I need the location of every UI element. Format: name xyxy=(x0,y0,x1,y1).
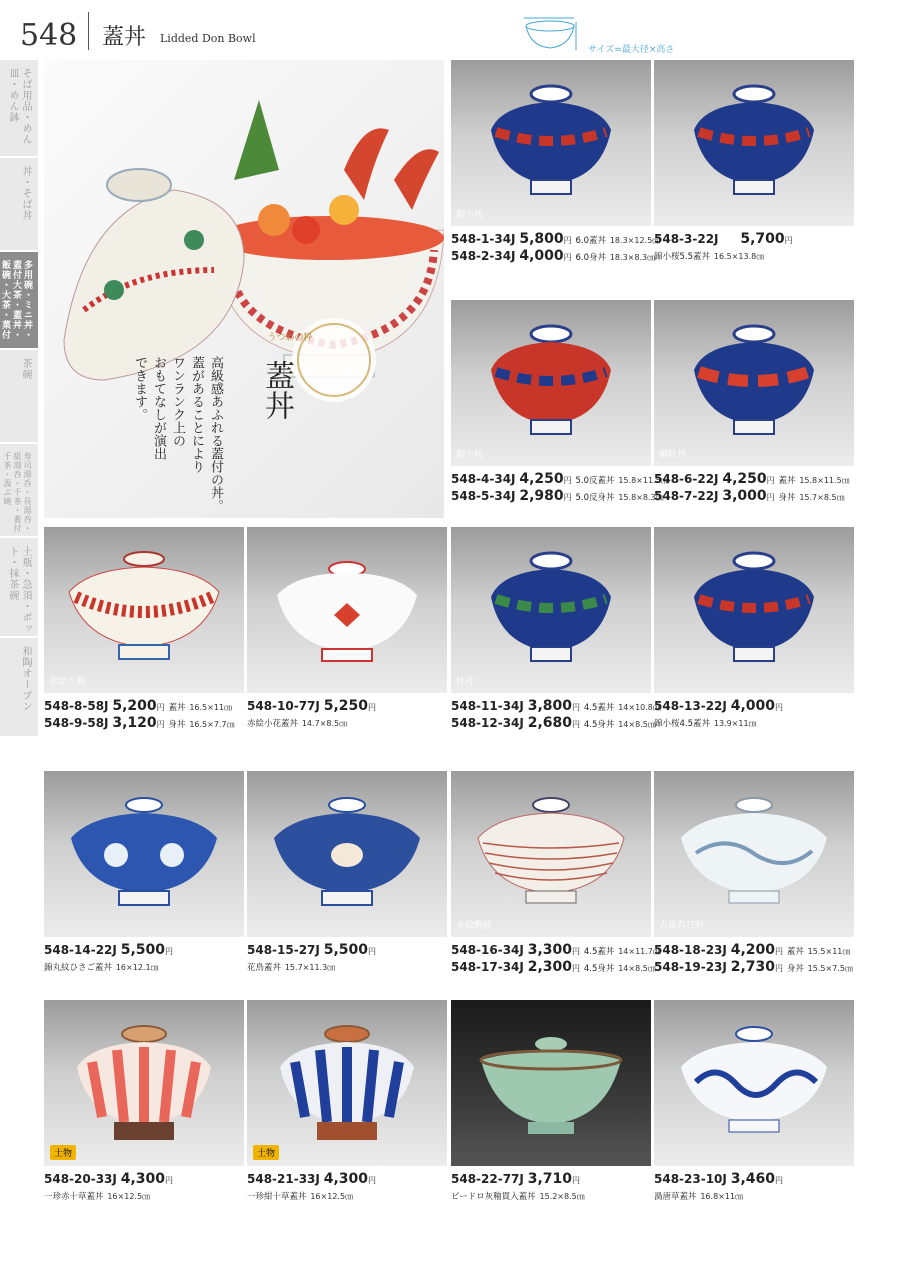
product-photo[interactable] xyxy=(451,60,651,226)
product-caption xyxy=(247,715,347,729)
photo-label: 錦牡丹 xyxy=(659,450,687,460)
yen-mark: 円 xyxy=(572,703,580,712)
product-sku: 548-23-10J xyxy=(654,1172,727,1186)
sidebar-tab-label: 和陶オーブン xyxy=(20,646,31,712)
yen-mark: 円 xyxy=(766,476,775,485)
product-photo[interactable] xyxy=(654,527,854,693)
product-price: 5,800 xyxy=(519,231,564,247)
product-caption xyxy=(654,715,757,729)
product-caption xyxy=(44,942,173,958)
product-dim: 18.3×8.3㎝ xyxy=(609,253,656,262)
product-desc: 蓋丼 xyxy=(778,476,796,486)
photo-label: 錦小桜 xyxy=(456,450,484,460)
product-caption xyxy=(44,1171,173,1187)
product-photo[interactable] xyxy=(654,300,854,466)
sidebar-tab-dobin[interactable] xyxy=(0,538,38,638)
product-desc: 身丼 xyxy=(786,964,804,974)
product-desc: 身丼 xyxy=(778,493,796,503)
clay-badge: 土物 xyxy=(253,1145,279,1160)
hero-copy: 高級感あふれる蓋付の丼。 蓋があることにより ワンランク上の おもてなしが演出 できます。 xyxy=(132,356,223,512)
product-photo[interactable] xyxy=(654,771,854,937)
product-desc: 5.0反蓋丼 xyxy=(575,476,615,486)
product-dim: 16×12.5㎝ xyxy=(310,1192,354,1201)
product-caption xyxy=(451,1171,580,1187)
product-caption xyxy=(451,942,661,958)
yen-mark: 円 xyxy=(156,703,165,712)
product-caption xyxy=(44,715,235,731)
product-photo[interactable] xyxy=(654,1000,854,1166)
bowl-illustration xyxy=(486,80,616,200)
page-subtitle: Lidded Don Bowl xyxy=(160,32,256,45)
bowl-illustration xyxy=(473,793,629,913)
bowl-illustration xyxy=(689,320,819,440)
product-sku: 548-7-22J xyxy=(654,489,719,503)
product-price: 3,120 xyxy=(112,715,157,731)
yen-mark: 円 xyxy=(368,947,376,956)
product-sku: 548-21-33J xyxy=(247,1172,320,1186)
product-photo[interactable] xyxy=(247,1000,447,1166)
product-desc: 錦小桜5.5蓋丼 xyxy=(654,252,711,262)
sidebar-tab-donburi[interactable] xyxy=(0,158,38,252)
product-desc: 4.5身丼 xyxy=(583,720,615,730)
sidebar-tab-yunomi[interactable] xyxy=(0,444,38,538)
size-note: サイズ=最大径×高さ xyxy=(588,45,675,55)
photo-label: 錦小桜 xyxy=(456,210,484,220)
product-dim: 16.8×11㎝ xyxy=(700,1192,744,1201)
bowl-illustration xyxy=(486,320,616,440)
yen-mark: 円 xyxy=(165,1176,173,1185)
product-caption xyxy=(654,942,850,958)
product-price: 5,250 xyxy=(323,698,368,714)
page-number: 548 xyxy=(20,18,78,53)
product-desc: 一珍紺十草蓋丼 xyxy=(247,1192,307,1202)
hero-tag: うつわの粋 xyxy=(267,333,313,343)
product-dim: 16.5×13.8㎝ xyxy=(713,252,765,261)
product-price: 4,300 xyxy=(120,1171,165,1187)
product-price: 5,500 xyxy=(120,942,165,958)
sidebar-tab-oven[interactable] xyxy=(0,638,38,738)
product-caption xyxy=(247,698,376,714)
product-caption xyxy=(451,1188,585,1202)
product-caption xyxy=(451,248,655,264)
product-caption xyxy=(44,959,159,973)
product-sku: 548-1-34J xyxy=(451,232,516,246)
product-price: 2,300 xyxy=(527,959,572,975)
product-sku: 548-2-34J xyxy=(451,249,516,263)
product-desc: 6.0身丼 xyxy=(575,253,607,263)
product-price: 3,300 xyxy=(527,942,572,958)
product-caption xyxy=(451,488,664,504)
sidebar-tab-soba[interactable] xyxy=(0,60,38,158)
product-desc: 蓋丼 xyxy=(786,947,804,957)
product-desc: 錦丸紋ひさご蓋丼 xyxy=(44,963,113,973)
product-sku: 548-10-77J xyxy=(247,699,320,713)
hero-title: 蓋丼 xyxy=(259,360,294,420)
product-dim: 15.5×7.5㎝ xyxy=(807,964,853,973)
product-dim: 15.7×11.3㎝ xyxy=(284,963,336,972)
bowl-illustration xyxy=(476,1030,626,1145)
sidebar-tab-chawan[interactable] xyxy=(0,350,38,444)
yen-mark: 円 xyxy=(572,720,580,729)
product-dim: 16×12.5㎝ xyxy=(107,1192,151,1201)
product-caption xyxy=(247,1188,353,1202)
yen-mark: 円 xyxy=(165,947,173,956)
product-sku: 548-12-34J xyxy=(451,716,524,730)
product-desc: 渦唐草蓋丼 xyxy=(654,1192,697,1202)
product-dim: 16×12.1㎝ xyxy=(115,963,159,972)
yen-mark: 円 xyxy=(766,493,775,502)
product-photo[interactable] xyxy=(44,771,244,937)
product-sku: 548-17-34J xyxy=(451,960,524,974)
category-sidebar xyxy=(0,60,38,736)
product-dim: 13.9×11㎝ xyxy=(713,719,757,728)
product-sku: 548-19-23J xyxy=(654,960,727,974)
product-desc: 錦小桜4.5蓋丼 xyxy=(654,719,711,729)
product-caption xyxy=(654,231,793,247)
product-desc: 4.5蓋丼 xyxy=(583,703,615,713)
product-sku: 548-13-22J xyxy=(654,699,727,713)
product-caption xyxy=(654,248,764,262)
yen-mark: 円 xyxy=(775,703,783,712)
yen-mark: 円 xyxy=(563,476,572,485)
page-title: 蓋丼 xyxy=(102,25,147,50)
product-desc: ビードロ灰釉貫入蓋丼 xyxy=(451,1192,536,1202)
photo-label: 赤絵万暦 xyxy=(49,677,86,687)
product-dim: 15.5×11㎝ xyxy=(807,947,851,956)
bowl-illustration xyxy=(64,547,224,667)
sidebar-tab-label: 寿司湯呑・長湯呑・組湯呑・千茶・蓋付千茶・汲ぶ碗 xyxy=(3,452,32,533)
product-price: 3,460 xyxy=(730,1171,775,1187)
yen-mark: 円 xyxy=(572,964,580,973)
bowl-illustration xyxy=(486,547,616,667)
product-price: 4,000 xyxy=(519,248,564,264)
product-desc: 一珍赤十草蓋丼 xyxy=(44,1192,104,1202)
bowl-illustration xyxy=(275,1022,419,1147)
product-caption xyxy=(451,698,661,714)
product-caption xyxy=(451,471,669,487)
product-dim: 16.5×11㎝ xyxy=(189,703,233,712)
product-price: 4,300 xyxy=(323,1171,368,1187)
product-price: 5,500 xyxy=(323,942,368,958)
product-sku: 548-8-58J xyxy=(44,699,109,713)
yen-mark: 円 xyxy=(572,1176,580,1185)
product-price: 4,000 xyxy=(730,698,775,714)
sidebar-tab-label: 茶碗 xyxy=(20,358,31,380)
product-price: 5,700 xyxy=(740,231,785,247)
yen-mark: 円 xyxy=(563,236,572,245)
product-caption xyxy=(44,1188,150,1202)
product-sku: 548-14-22J xyxy=(44,943,117,957)
product-sku: 548-3-22J xyxy=(654,232,719,246)
product-photo[interactable] xyxy=(451,771,651,937)
yen-mark: 円 xyxy=(784,236,793,245)
bowl-illustration xyxy=(689,547,819,667)
product-dim: 18.3×12.5㎝ xyxy=(609,236,661,245)
product-sku: 548-5-34J xyxy=(451,489,516,503)
product-dim: 15.2×8.5㎝ xyxy=(539,1192,585,1201)
product-desc: 5.0反身丼 xyxy=(575,493,615,503)
yen-mark: 円 xyxy=(563,253,572,262)
product-price: 3,800 xyxy=(527,698,572,714)
product-dim: 14.7×8.5㎝ xyxy=(301,719,348,728)
bowl-illustration xyxy=(676,793,832,913)
photo-label: 赤絵駒筋 xyxy=(456,921,493,931)
product-caption xyxy=(247,1171,376,1187)
product-desc: 4.5身丼 xyxy=(583,964,615,974)
sidebar-tab-label: 丼・そば丼 xyxy=(20,166,31,221)
product-price: 2,680 xyxy=(527,715,572,731)
product-sku: 548-15-27J xyxy=(247,943,320,957)
product-photo[interactable] xyxy=(44,1000,244,1166)
product-dim: 14×8.5㎝ xyxy=(618,720,656,729)
product-desc: 6.0蓋丼 xyxy=(575,236,607,246)
product-caption xyxy=(247,942,376,958)
size-diagram-icon xyxy=(520,14,580,58)
clay-badge: 土物 xyxy=(50,1145,76,1160)
product-desc: 身丼 xyxy=(168,720,186,730)
product-dim: 14×10.8㎝ xyxy=(618,703,661,712)
yen-mark: 円 xyxy=(156,720,165,729)
yen-mark: 円 xyxy=(775,1176,783,1185)
product-price: 4,200 xyxy=(730,942,775,958)
product-price: 4,250 xyxy=(519,471,564,487)
product-price: 2,730 xyxy=(730,959,775,975)
yen-mark: 円 xyxy=(572,947,580,956)
product-sku: 548-9-58J xyxy=(44,716,109,730)
bowl-illustration xyxy=(272,555,422,670)
sidebar-tab-lidded-bowls[interactable] xyxy=(0,252,38,350)
product-dim: 14×8.5㎝ xyxy=(618,964,656,973)
product-caption xyxy=(654,488,845,504)
product-caption xyxy=(451,959,656,975)
product-caption xyxy=(654,1171,783,1187)
header-divider xyxy=(88,12,89,50)
sidebar-tab-label: 土瓶・急須・ポット・抹茶碗 xyxy=(7,546,31,634)
product-caption xyxy=(654,698,783,714)
product-caption xyxy=(654,471,850,487)
product-caption xyxy=(654,1188,743,1202)
product-price: 2,980 xyxy=(519,488,564,504)
product-photo[interactable] xyxy=(451,527,651,693)
product-photo[interactable] xyxy=(654,60,854,226)
bowl-illustration xyxy=(66,793,222,913)
product-sku: 548-18-23J xyxy=(654,943,727,957)
product-price: 5,200 xyxy=(112,698,157,714)
product-sku: 548-6-22J xyxy=(654,472,719,486)
product-dim: 15.8×11.5㎝ xyxy=(618,476,669,485)
product-desc: 4.5蓋丼 xyxy=(583,947,615,957)
product-caption xyxy=(654,959,853,975)
sidebar-tab-label: そば用品・めん皿・めん鉢 xyxy=(7,68,31,145)
product-dim: 15.8×8.3㎝ xyxy=(618,493,664,502)
product-photo[interactable] xyxy=(247,771,447,937)
product-desc: 赤絵小花蓋丼 xyxy=(247,719,299,729)
product-sku: 548-20-33J xyxy=(44,1172,117,1186)
bowl-illustration xyxy=(269,793,425,913)
yen-mark: 円 xyxy=(775,964,783,973)
hero-image xyxy=(44,60,444,518)
product-caption xyxy=(44,698,232,714)
product-caption xyxy=(451,715,656,731)
yen-mark: 円 xyxy=(563,493,572,502)
bowl-illustration xyxy=(689,80,819,200)
product-price: 4,250 xyxy=(722,471,767,487)
product-dim: 16.5×7.7㎝ xyxy=(189,720,235,729)
product-photo[interactable] xyxy=(247,527,447,693)
product-photo[interactable] xyxy=(44,527,244,693)
product-caption xyxy=(451,231,660,247)
product-desc: 蓋丼 xyxy=(168,703,186,713)
product-caption xyxy=(247,959,335,973)
product-photo[interactable] xyxy=(451,300,651,466)
product-desc: 花鳥蓋丼 xyxy=(247,963,282,973)
photo-label: 牡丹 xyxy=(456,677,475,687)
product-dim: 15.7×8.5㎝ xyxy=(799,493,845,502)
yen-mark: 円 xyxy=(775,947,783,956)
product-sku: 548-4-34J xyxy=(451,472,516,486)
photo-label: 古染春日野 xyxy=(659,921,705,931)
product-sku: 548-22-77J xyxy=(451,1172,524,1186)
yen-mark: 円 xyxy=(368,1176,376,1185)
product-dim: 14×11.7㎝ xyxy=(618,947,661,956)
yen-mark: 円 xyxy=(368,703,376,712)
sidebar-tab-label: 多用碗・ミニ丼・蓋付大茶・蓋丼・飯碗・大茶・菓付 xyxy=(0,260,32,340)
product-dim: 15.8×11.5㎝ xyxy=(799,476,850,485)
bowl-illustration xyxy=(72,1022,216,1147)
hero-bowl-illustration xyxy=(44,60,444,518)
product-sku: 548-16-34J xyxy=(451,943,524,957)
product-price: 3,000 xyxy=(722,488,767,504)
product-photo[interactable] xyxy=(451,1000,651,1166)
bowl-illustration xyxy=(676,1022,832,1142)
product-price: 3,710 xyxy=(527,1171,572,1187)
product-sku: 548-11-34J xyxy=(451,699,524,713)
